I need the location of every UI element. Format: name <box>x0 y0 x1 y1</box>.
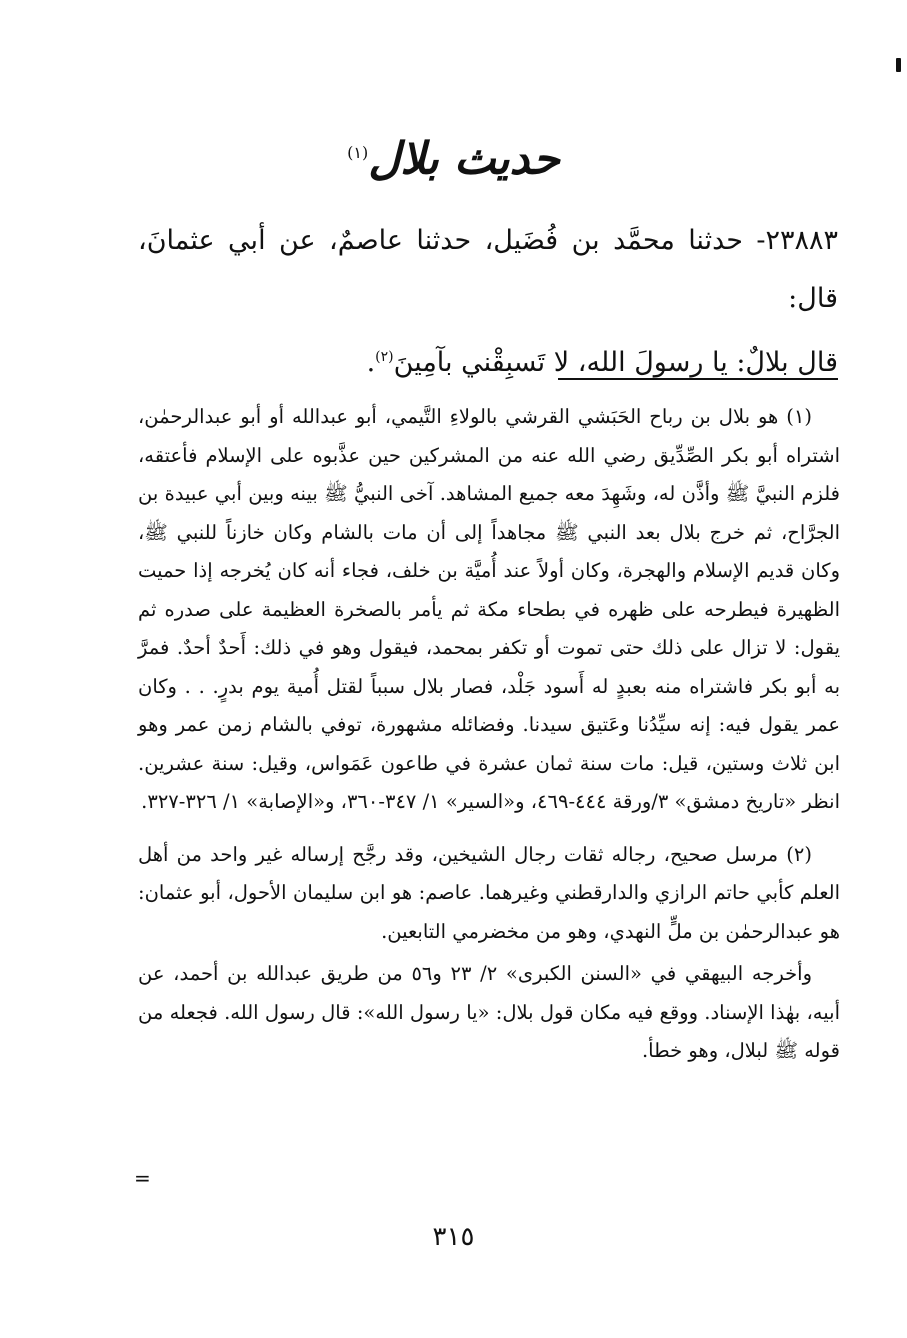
continuation-mark: = <box>134 1166 151 1190</box>
footnote-divider <box>558 378 838 380</box>
hadith-footnote-marker: (٢) <box>375 349 394 365</box>
title-footnote-marker: (١) <box>347 143 369 162</box>
section-title: حديث بلال <box>368 133 560 185</box>
hadith-line-2 <box>138 328 838 392</box>
footnote-2: (٢) مرسل صحيح، رجاله ثقات رجال الشيخين، وقد رجَّح إرساله غير واحد من أهل العلم كأبي حاتم الرازي والدارقطني وغيرهما. عاصم: هو ابن سليمان الأحول، أبو عثمان: هو عبدالرحمٰن بن ملٍّ النهدي، وهو من مخضرمي التابعين. <box>138 842 840 943</box>
footnote-1: (١) هو بلال بن رباح الحَبَشي القرشي بالولاءِ التَّيمي، أبو عبدالله أو أبو عبدالرحمٰن، اشتراه أبو بكر الصِّدِّيق رضي الله عنه من المشركين حين عذَّبوه على الإسلام فأعتقه، فلزم النبيَّ ﷺ وأذَّن له، وشَهِدَ معه جميع المشاهد. آخى النبيُّ ﷺ بينه وبين أبي عبيدة بن الجرَّاح، ثم خرج بلال بعد النبي ﷺ مجاهداً إلى أن مات بالشام وكان خازناً للنبي ﷺ، وكان قديم الإسلام والهجرة، وكان أولاً عند أُميَّة بن خلف، فجاء أنه كان يُخرجه إذا حميت الظهيرة فيطرحه على ظهره في بطحاء مكة ثم يأمر بالصخرة العظيمة على صدره ثم يقول: لا تزال على ذلك حتى تموت أو تكفر بمحمد، فيقول وهو في ذلك: أَحدٌ أحدٌ. فمرَّ به أبو بكر فاشتراه منه بعبدٍ له أَسود جَلْد، فصار بلال سبباً لقتل أُمية يوم بدرٍ. . . وكان عمر يقول فيه: إنه سيِّدُنا وعَتيق سيدنا. وفضائله مشهورة، توفي بالشام زمن عمر وهو ابن ثلاث وستين، قيل: مات سنة ثمان عشرة في طاعون عَمَواس، وقيل: سنة عشرين. انظر «تاريخ دمشق» ٣/ورقة ٤٤٤-٤٦٩، و«السير» ١/ ٣٤٧-٣٦٠، و«الإصابة» ١/ ٣٢٦-٣٢٧. <box>138 405 840 813</box>
page-edge-mark <box>896 58 901 72</box>
section-heading <box>0 118 907 195</box>
hadith-line-2-text: قال بلالٌ: يا رسولَ الله، لا تَسبِقْني بآمِينَ <box>393 347 838 378</box>
hadith-text <box>138 212 838 392</box>
page-number: ٣١٥ <box>432 1222 475 1252</box>
footnotes <box>138 398 840 1071</box>
hadith-line-2-end: . <box>366 347 376 378</box>
footnote-2-continued: وأخرجه البيهقي في «السنن الكبرى» ٢/ ٢٣ و٥٦ من طريق عبدالله بن أحمد، عن أبيه، بهٰذا الإسناد. ووقع فيه مكان قول بلال: «يا رسول الله»: قال رسول الله. فجعله من قوله ﷺ لبلال، وهو خطأ. <box>138 962 840 1062</box>
hadith-line-1: ٢٣٨٨٣- حدثنا محمَّد بن فُضَيل، حدثنا عاصمٌ، عن أبي عثمانَ، قال: <box>138 225 838 314</box>
